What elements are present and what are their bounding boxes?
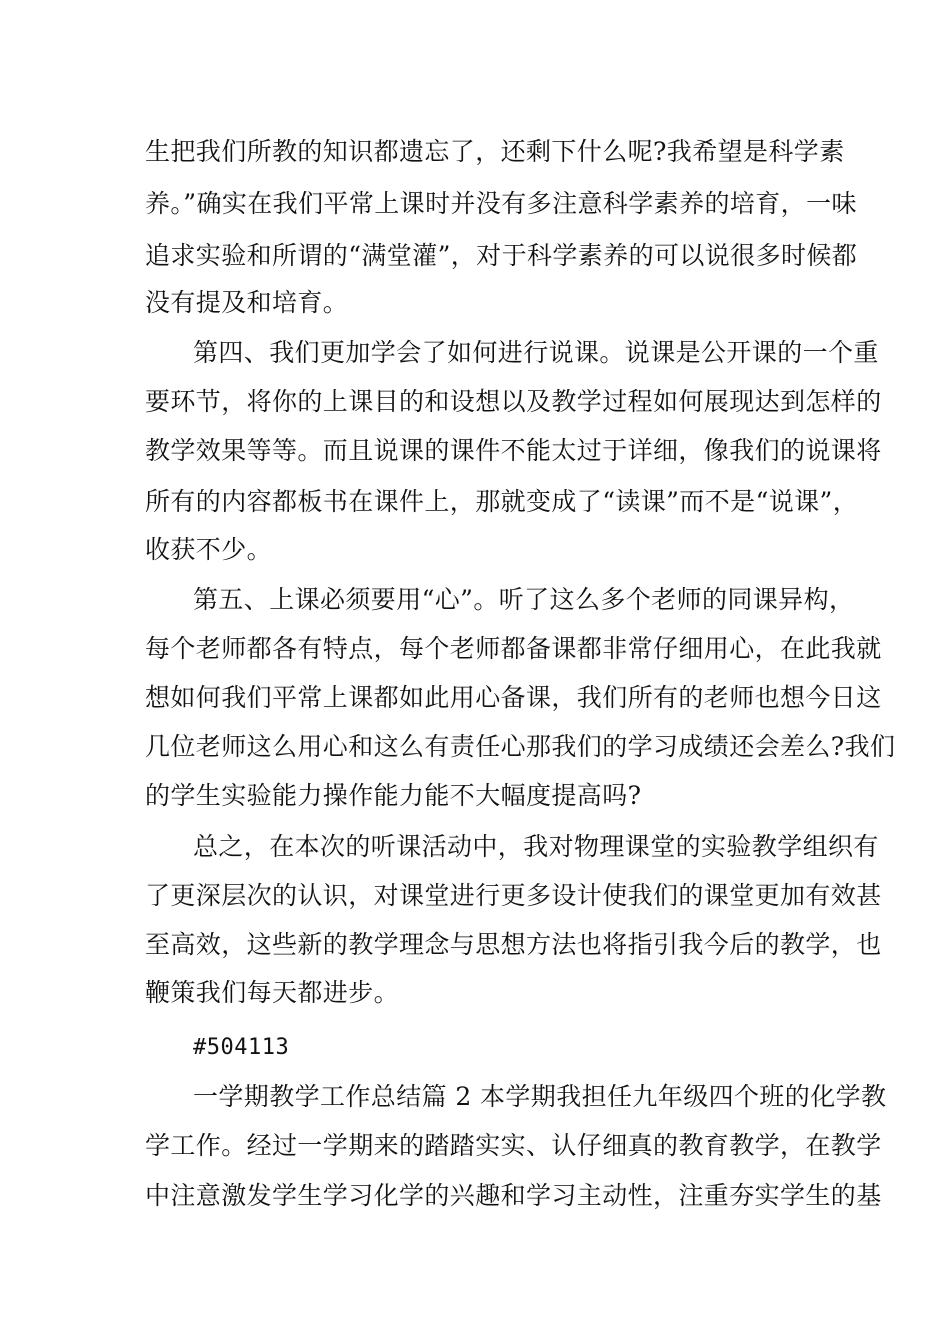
text-line: 每个老师都各有特点，每个老师都备课都非常仔细用心，在此我就 [145,634,882,663]
text-line: 想如何我们平常上课都如此用心备课，我们所有的老师也想今日这 [145,683,882,712]
text-line: 了更深层次的认识，对课堂进行更多设计使我们的课堂更加有效甚 [145,881,882,910]
text-line: 几位老师这么用心和这么有责任心那我们的学习成绩还会差么?我们 [145,732,896,761]
text-line: 鞭策我们每天都进步。 [145,978,400,1007]
text-line: 至高效，这些新的教学理念与思想方法也将指引我今后的教学，也 [145,930,882,959]
text-line: 的学生实验能力操作能力能不大幅度提高吗? [145,781,642,810]
text-line: 所有的内容都板书在课件上，那就变成了“读课”而不是“说课”， [145,487,859,516]
text-line: 教学效果等等。而且说课的课件不能太过于详细，像我们的说课将 [145,436,882,465]
text-line: 养。”确实在我们平常上课时并没有多注意科学素养的培育，一味 [145,189,857,218]
text-line: 生把我们所教的知识都遗忘了，还剩下什么呢?我希望是科学素 [145,137,845,166]
document-code: #504113 [193,1035,290,1060]
text-line: 学工作。经过一学期来的踏踏实实、认仔细真的教育教学，在教学 [145,1131,882,1160]
text-line: 没有提及和培育。 [145,288,349,317]
text-line: 收获不少。 [145,535,273,564]
paragraph-start-line: 总之，在本次的听课活动中，我对物理课堂的实验教学组织有 [193,832,879,861]
text-line: 追求实验和所谓的“满堂灌”，对于科学素养的可以说很多时候都 [145,241,858,270]
text-line: 中注意激发学生学习化学的兴趣和学习主动性，注重夯实学生的基 [145,1181,882,1210]
paragraph-start-line: 一学期教学工作总结篇 2 本学期我担任九年级四个班的化学教 [193,1082,887,1111]
paragraph-start-line: 第五、上课必须要用“心”。听了这么多个老师的同课异构， [193,585,855,614]
paragraph-start-line: 第四、我们更加学会了如何进行说课。说课是公开课的一个重 [193,338,879,367]
text-line: 要环节，将你的上课目的和设想以及教学过程如何展现达到怎样的 [145,387,882,416]
